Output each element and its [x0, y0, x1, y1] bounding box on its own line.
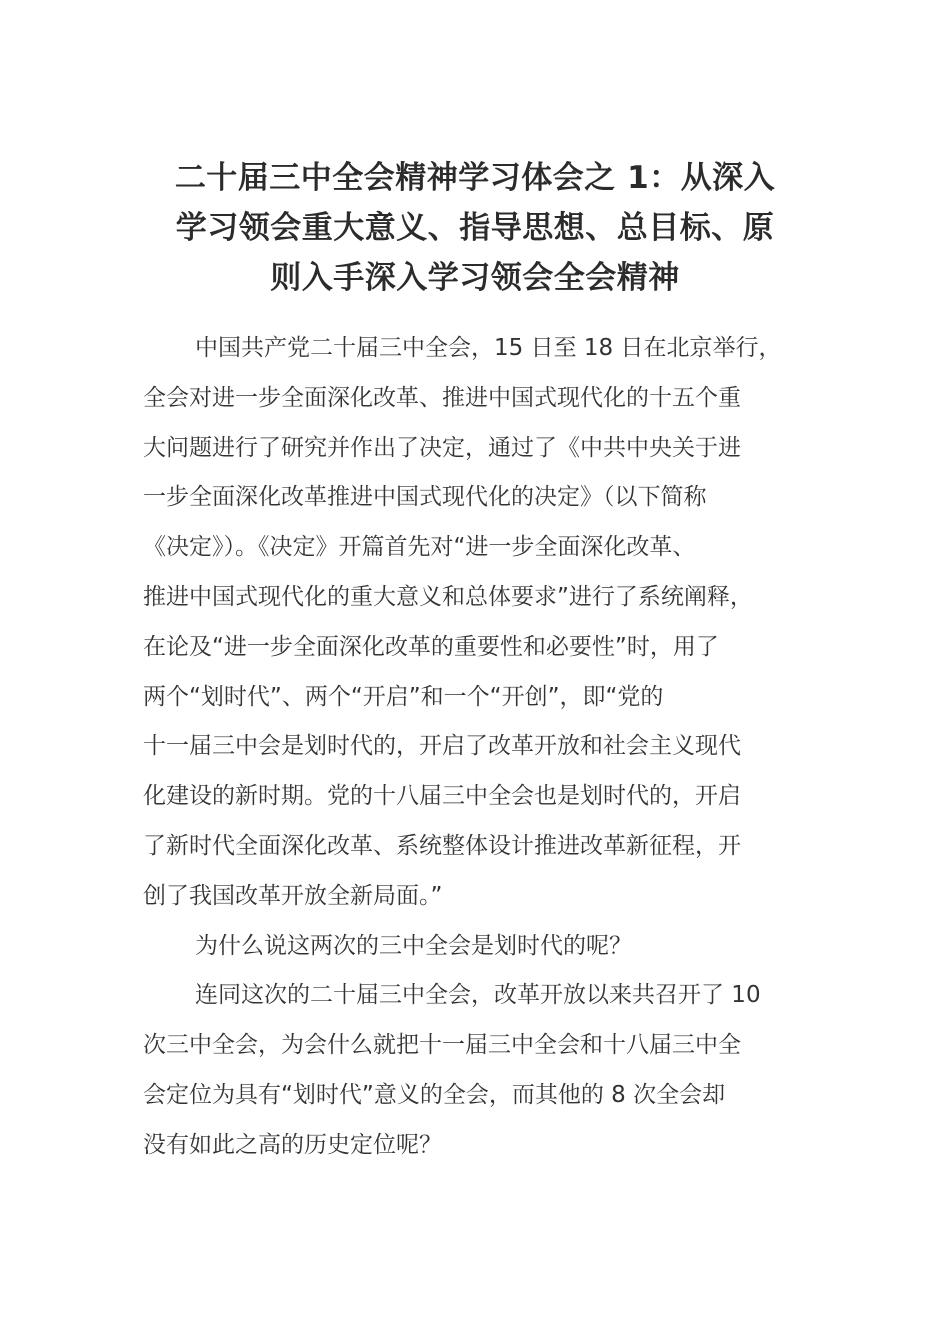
paragraph-line: 《决定》）。《决定》开篇首先对“进一步全面深化改革、	[143, 534, 696, 561]
paragraph-line: 两个“划时代”、两个“开启”和一个“开创”，即“党的	[143, 683, 664, 710]
paragraph-intro	[143, 324, 815, 922]
paragraph-line: 次三中全会，为会什么就把十一届三中全会和十八届三中全	[143, 1032, 741, 1059]
paragraph-line: 没有如此之高的历史定位呢？	[143, 1131, 442, 1158]
paragraph-line: 了新时代全面深化改革、系统整体设计推进改革新征程，开	[143, 832, 741, 859]
paragraph-line: 一步全面深化改革推进中国式现代化的决定》（以下简称	[143, 484, 707, 511]
paragraph-line: 化建设的新时期。党的十八届三中全会也是划时代的，开启	[143, 783, 741, 810]
paragraph-line: 大问题进行了研究并作出了决定，通过了《中共中央关于进	[143, 434, 741, 461]
paragraph-line: 全会对进一步全面深化改革、推进中国式现代化的十五个重	[143, 384, 741, 411]
title-line: 学习领会重大意义、指导思想、总目标、原	[175, 210, 775, 246]
paragraph-line: 创了我国改革开放全新局面。”	[143, 882, 443, 909]
paragraph-followup	[143, 971, 815, 1170]
paragraph-line: 会定位为具有“划时代”意义的全会，而其他的 8 次全会却	[143, 1081, 726, 1108]
document-body	[143, 324, 815, 1171]
paragraph-question	[143, 922, 815, 972]
title-line: 二十届三中全会精神学习体会之 1：从深入	[174, 160, 776, 196]
paragraph-line: 为什么说这两次的三中全会是划时代的呢？	[195, 932, 632, 959]
paragraph-line: 十一届三中会是划时代的，开启了改革开放和社会主义现代	[143, 733, 741, 760]
paragraph-line: 在论及“进一步全面深化改革的重要性和必要性”时，用了	[143, 633, 719, 660]
paragraph-line: 中国共产党二十届三中全会，15 日至 18 日在北京举行，	[195, 335, 782, 361]
document-title	[143, 153, 807, 303]
paragraph-line: 推进中国式现代化的重大意义和总体要求”进行了系统阐释，	[143, 583, 753, 610]
title-line: 则入手深入学习领会全会精神	[270, 260, 680, 296]
paragraph-line: 连同这次的二十届三中全会，改革开放以来共召开了 10	[195, 982, 761, 1009]
